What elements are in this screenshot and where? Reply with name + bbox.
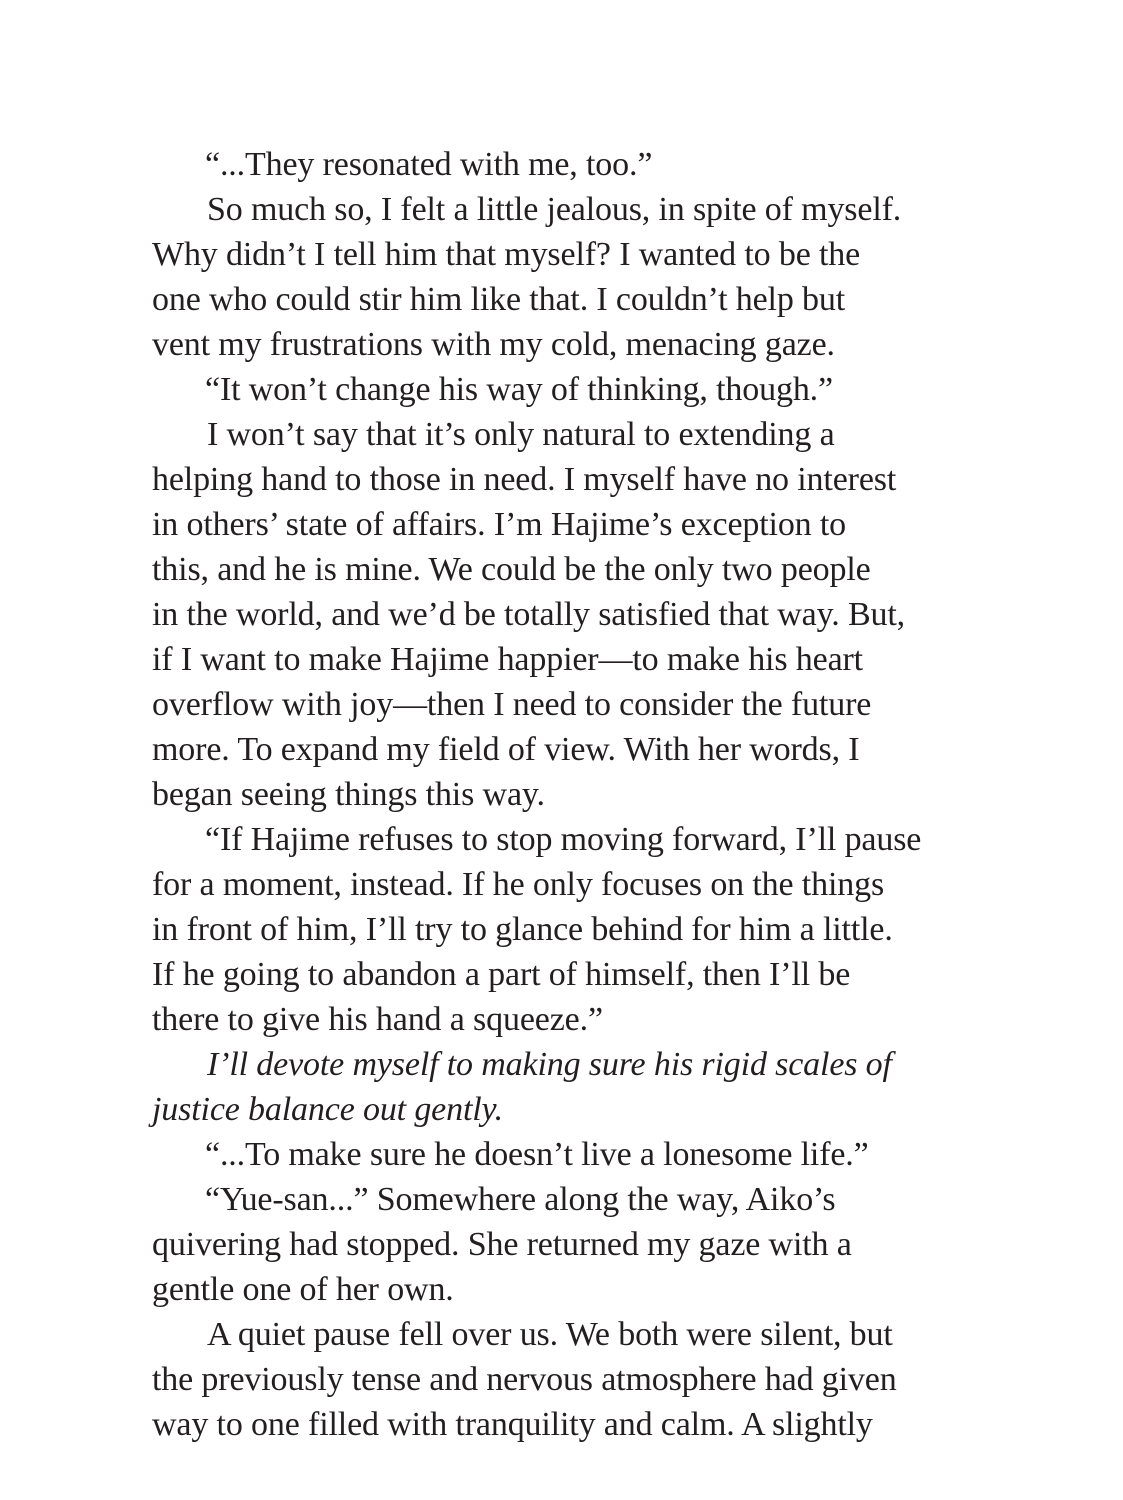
text-line: one who could stir him like that. I couldn’t help but (152, 281, 846, 318)
text-line: If he going to abandon a part of himself, then I’ll be (152, 956, 851, 993)
text-line: in the world, and we’d be totally satisfied that way. But, (152, 596, 905, 633)
text-line: in front of him, I’ll try to glance behind for him a little. (152, 911, 893, 948)
text-line: quivering had stopped. She returned my gaze with a (152, 1226, 852, 1263)
text-line: “...To make sure he doesn’t live a lonesome life.” (205, 1136, 869, 1173)
text-line: began seeing things this way. (152, 776, 545, 813)
text-line: way to one filled with tranquility and calm. A slightly (152, 1406, 873, 1443)
italic-text-line: justice balance out gently. (152, 1091, 503, 1128)
text-line: Why didn’t I tell him that myself? I wanted to be the (152, 236, 861, 273)
text-line: the previously tense and nervous atmosphere had given (152, 1361, 897, 1398)
text-line: “It won’t change his way of thinking, though.” (205, 371, 833, 408)
italic-text-line: I’ll devote myself to making sure his rigid scales of (207, 1046, 892, 1083)
text-line: So much so, I felt a little jealous, in spite of myself. (207, 191, 902, 228)
text-line: helping hand to those in need. I myself have no interest (152, 461, 897, 498)
text-line: “If Hajime refuses to stop moving forward, I’ll pause (205, 821, 922, 858)
text-line: A quiet pause fell over us. We both were silent, but (207, 1316, 893, 1353)
text-line: overflow with joy—then I need to consider the future (152, 686, 872, 723)
text-line: if I want to make Hajime happier—to make his heart (152, 641, 863, 678)
text-line: I won’t say that it’s only natural to extending a (207, 416, 835, 453)
text-line: there to give his hand a squeeze.” (152, 1001, 603, 1038)
text-line: vent my frustrations with my cold, menacing gaze. (152, 326, 835, 363)
text-line: in others’ state of affairs. I’m Hajime’s exception to (152, 506, 847, 543)
text-line: more. To expand my field of view. With her words, I (152, 731, 860, 768)
text-line: “...They resonated with me, too.” (205, 146, 653, 183)
text-line: this, and he is mine. We could be the only two people (152, 551, 871, 588)
text-line: “Yue-san...” Somewhere along the way, Aiko’s (205, 1181, 836, 1218)
text-line: for a moment, instead. If he only focuses on the things (152, 866, 885, 903)
text-line: gentle one of her own. (152, 1271, 454, 1308)
